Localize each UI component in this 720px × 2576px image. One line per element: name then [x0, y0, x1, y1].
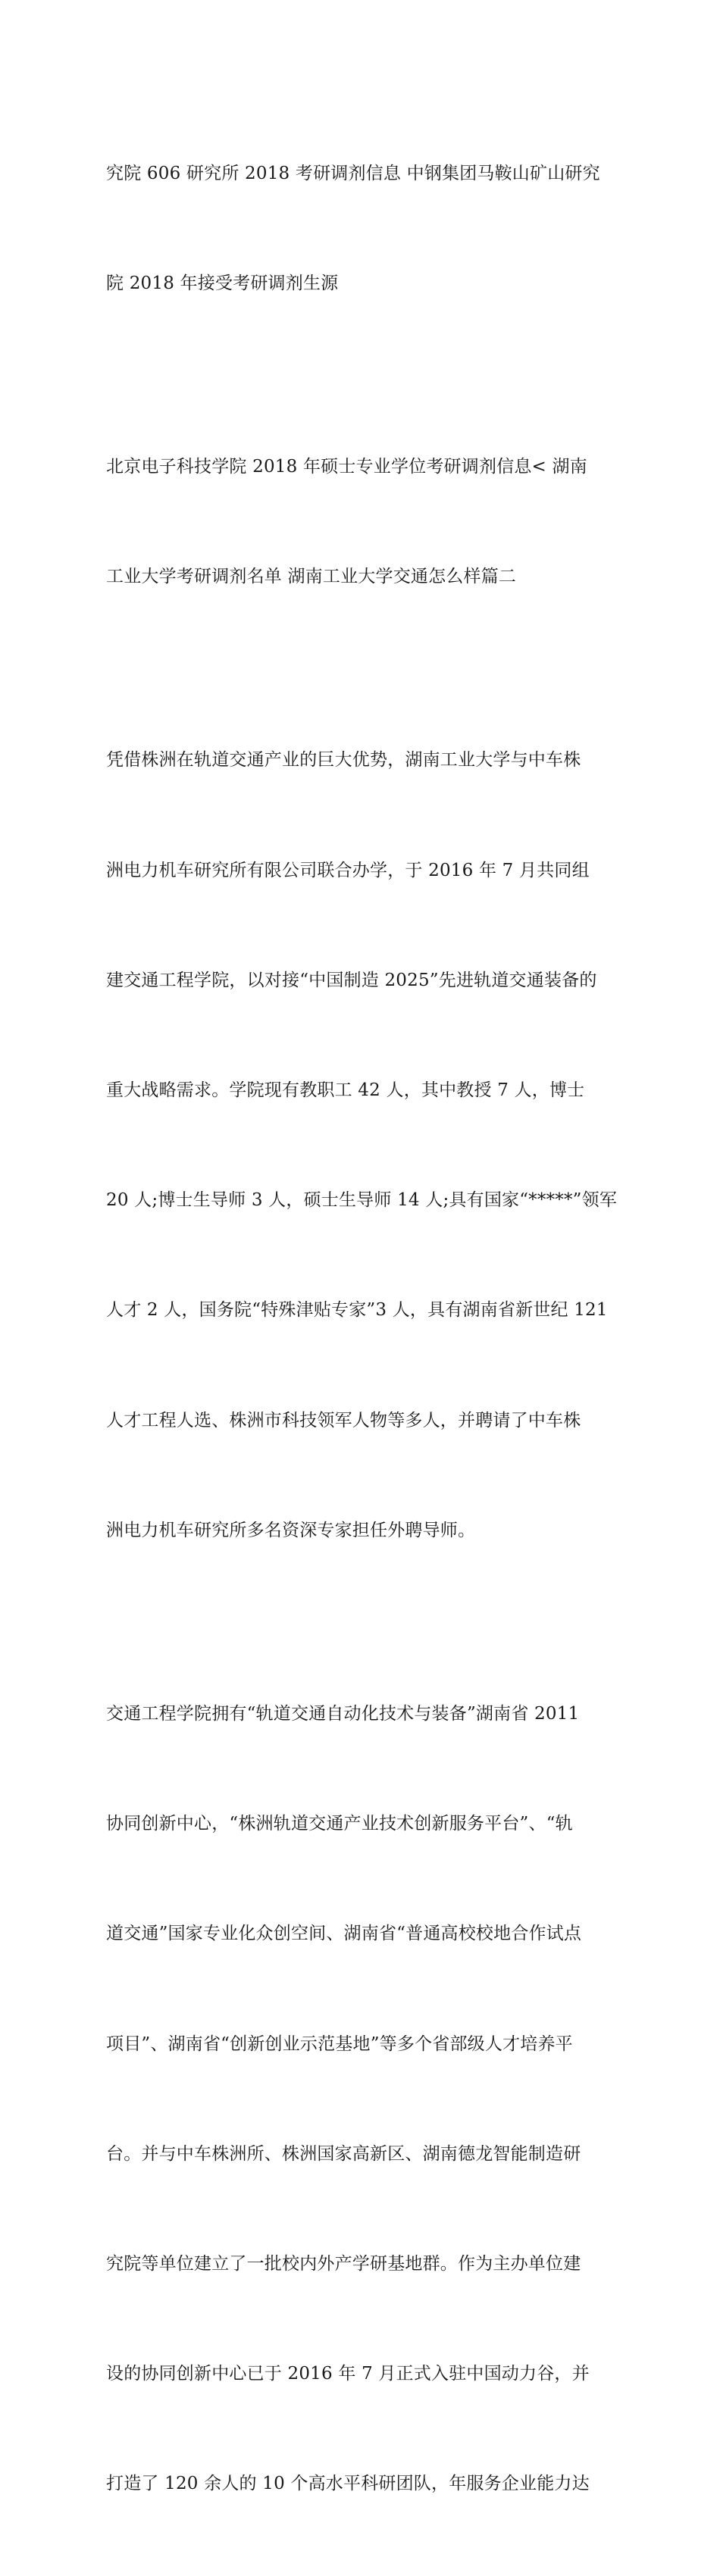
text-line: 凭借株洲在轨道交通产业的巨大优势，湖南工业大学与中车株 [106, 750, 581, 771]
text-line: 台。并与中车株洲所、株洲国家高新区、湖南德龙智能制造研 [106, 2143, 581, 2164]
text-line: 人才 2 人，国务院“特殊津贴专家”3 人，具有湖南省新世纪 121 [106, 1300, 608, 1321]
text-line: 项目”、湖南省“创新创业示范基地”等多个省部级人才培养平 [106, 2034, 573, 2054]
paragraph-2 [106, 375, 629, 668]
text-line: 设的协同创新中心已于 2016 年 7 月正式入驻中国动力谷，并 [106, 2364, 590, 2384]
text-line: 洲电力机车研究所有限公司联合办学，于 2016 年 7 月共同组 [106, 860, 590, 880]
paragraph-4 [106, 1622, 629, 2576]
text-line: 院 2018 年接受考研调剂生源 [106, 274, 339, 294]
text-line: 20 人;博士生导师 3 人，硕士生导师 14 人;具有国家“*****”领军 [106, 1190, 618, 1211]
text-line: 打造了 120 余人的 10 个高水平科研团队，年服务企业能力达 [106, 2474, 590, 2494]
text-line: 人才工程人选、株洲市科技领军人物等多人，并聘请了中车株 [106, 1410, 581, 1430]
text-line: 建交通工程学院，以对接“中国制造 2025”先进轨道交通装备的 [106, 970, 597, 990]
text-line: 究院 606 研究所 2018 考研调剂信息 中钢集团马鞍山矿山研究 [106, 163, 600, 183]
text-line: 重大战略需求。学院现有教职工 42 人，其中教授 7 人，博士 [106, 1080, 585, 1100]
text-line: 洲电力机车研究所多名资深专家担任外聘导师。 [106, 1520, 476, 1540]
text-line: 道交通”国家专业化众创空间、湖南省“普通高校校地合作试点 [106, 1924, 582, 1944]
paragraph-3 [106, 669, 629, 1623]
text-line: 究院等单位建立了一批校内外产学研基地群。作为主办单位建 [106, 2253, 581, 2274]
paragraph-1 [106, 82, 629, 375]
document-page [106, 82, 629, 2576]
text-line: 交通工程学院拥有“轨道交通自动化技术与装备”湖南省 2011 [106, 1703, 580, 1724]
text-line: 工业大学考研调剂名单 湖南工业大学交通怎么样篇二 [106, 567, 517, 587]
text-line: 北京电子科技学院 2018 年硕士专业学位考研调剂信息< 湖南 [106, 457, 587, 477]
text-line: 协同创新中心，“株洲轨道交通产业技术创新服务平台”、“轨 [106, 1814, 573, 1834]
